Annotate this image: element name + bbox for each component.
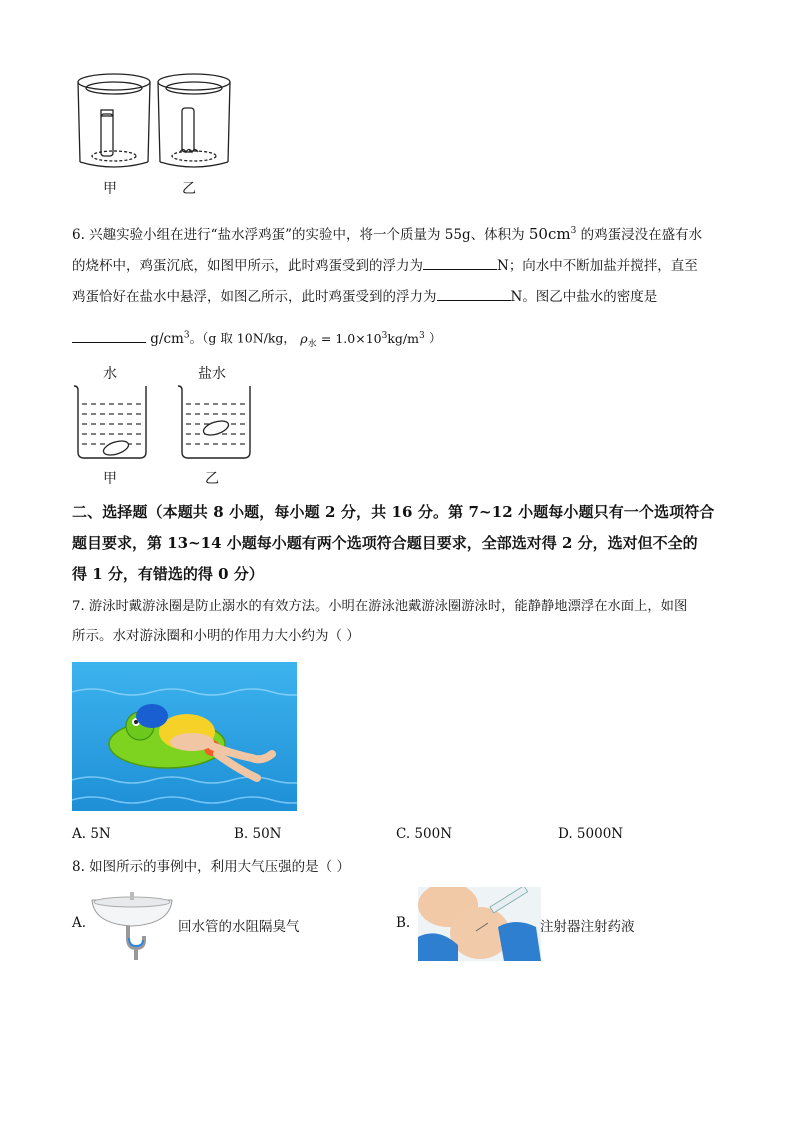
q8-option-b-letter[interactable]: B. (396, 915, 411, 931)
sink-trap-image (88, 890, 176, 962)
rho-eq: = 1.0×10 (320, 330, 382, 346)
beaker-right-label: 乙 (205, 471, 219, 487)
egg-volume (529, 225, 576, 243)
fig-top-label-b: 乙 (182, 181, 196, 197)
beaker-left-title: 水 (103, 366, 117, 382)
q6-line2 (72, 251, 698, 282)
density-unit (150, 331, 189, 347)
section-2-line3: 得 1 分，有错选的得 0 分） (72, 565, 264, 583)
q7-line1: 7. 游泳时戴游泳圈是防止溺水的有效方法。小明在游泳池戴游泳圈游泳时，能静静地漂浮在水面上，如图 (72, 599, 688, 614)
egg-volume-value: 50cm (528, 225, 571, 243)
q7-option-c[interactable]: C. 500N (396, 826, 453, 842)
q8-option-a-letter[interactable]: A. (72, 915, 87, 931)
q8-option-a-text: 回水管的水阻隔臭气 (178, 919, 300, 935)
q6-note-b: ） (429, 330, 442, 346)
section-2-line2: 题目要求，第 13~14 小题每小题有两个选项符合题目要求，全部选对得 2 分，选对但不全的 (72, 534, 698, 552)
density-unit-text: g/cm (150, 330, 184, 347)
q6-line4 (72, 320, 442, 360)
q7-line2: 所示。水对游泳圈和小明的作用力大小约为（ ） (72, 628, 360, 644)
q8-option-b-text: 注射器注射药液 (540, 919, 635, 935)
beaker-right-title: 盐水 (198, 366, 226, 382)
answer-blank-3[interactable] (72, 328, 146, 343)
q6-line1-text-b: 的鸡蛋浸没在盛有水 (580, 227, 703, 243)
rho-unit: kg/m (387, 330, 419, 346)
q7-option-b[interactable]: B. 50N (234, 826, 282, 842)
q7-option-d[interactable]: D. 5000N (558, 826, 624, 842)
q6-line2-text-b: N；向水中不断加盐并搅拌，直至 (497, 258, 698, 274)
density-unit-exp: 3 (183, 330, 190, 340)
q6-line3-text-a: 鸡蛋恰好在盐水中悬浮，如图乙所示，此时鸡蛋受到的浮力为 (72, 289, 437, 305)
q6-note-a: 。（g 取 10N/kg， (189, 330, 296, 346)
cylinders-figure (70, 68, 240, 198)
section-2-line1: 二、选择题（本题共 8 小题，每小题 2 分，共 16 分。第 7~12 小题每小题只有一个选项符合 (72, 503, 715, 521)
q6-line3-text-b: N。图乙中盐水的密度是 (510, 289, 658, 305)
answer-blank-1[interactable] (423, 255, 497, 270)
beakers-figure (70, 382, 260, 462)
rho-symbol: ρ (300, 330, 308, 346)
injection-photo (418, 887, 541, 961)
q6-line3 (72, 282, 657, 313)
egg-volume-exp: 3 (570, 226, 577, 236)
swimming-photo (72, 662, 297, 811)
rho-unit-exp: 3 (419, 330, 425, 341)
rho-exp: 3 (381, 330, 388, 341)
rho-sub: 水 (307, 339, 317, 349)
answer-blank-2[interactable] (437, 286, 511, 301)
q6-line2-text-a: 的烧杯中，鸡蛋沉底，如图甲所示，此时鸡蛋受到的浮力为 (72, 258, 423, 274)
q6-line1-text-a: 6. 兴趣实验小组在进行“盐水浮鸡蛋”的实验中，将一个质量为 55g、体积为 (72, 227, 525, 243)
q8-line1: 8. 如图所示的事例中，利用大气压强的是（ ） (72, 859, 350, 875)
fig-top-label-a: 甲 (103, 181, 117, 197)
q6-line1 (72, 216, 702, 251)
q7-option-a[interactable]: A. 5N (72, 826, 111, 842)
rho-water-formula (300, 330, 317, 349)
rho-value (321, 331, 425, 346)
beaker-left-label: 甲 (103, 471, 117, 487)
